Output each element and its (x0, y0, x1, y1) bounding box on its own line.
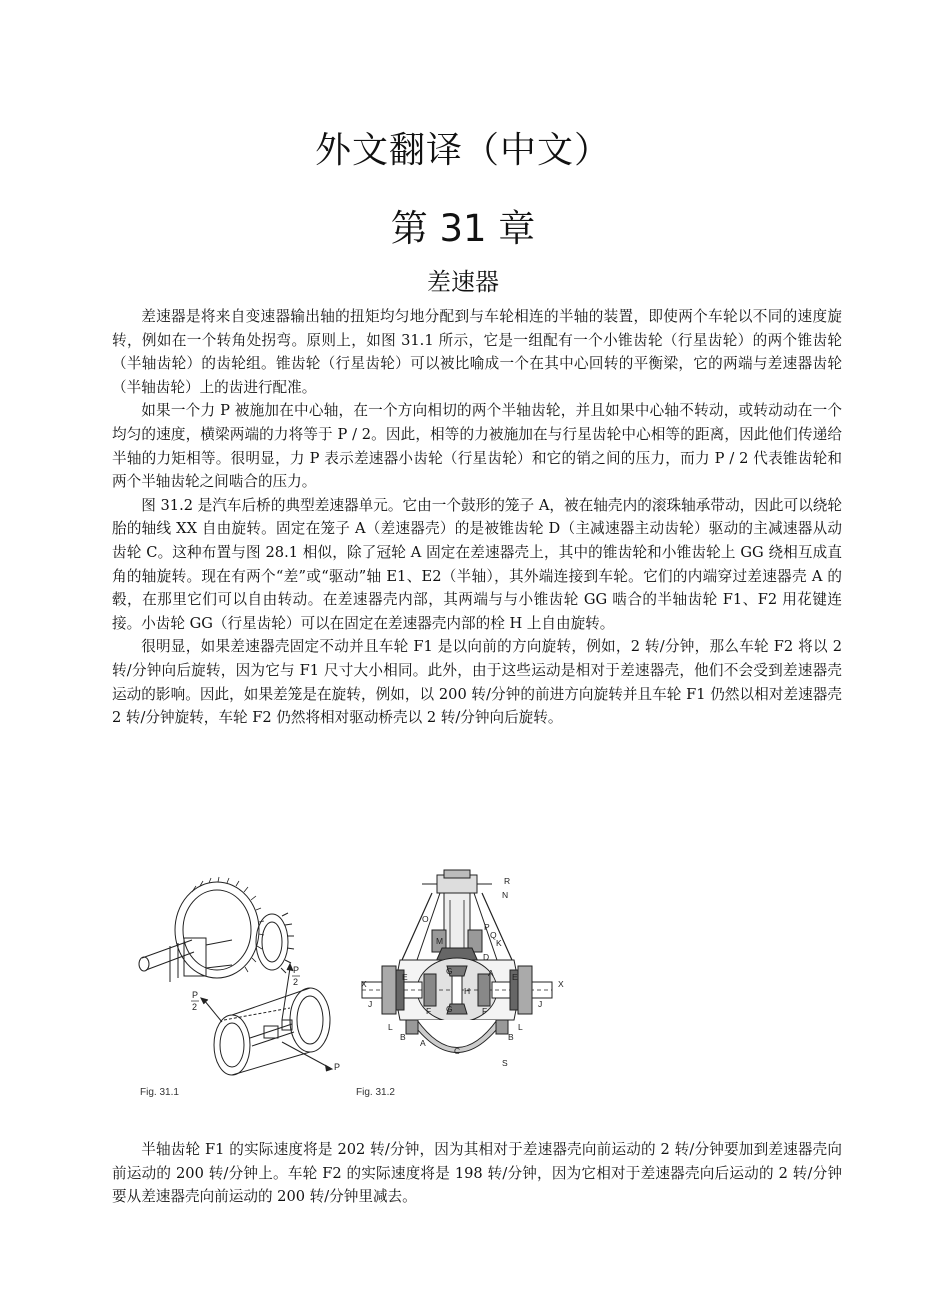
fig2-label-b-right: B (508, 1032, 514, 1042)
fig2-label-a-top: A (488, 968, 494, 978)
fig-31-2-caption: Fig. 31.2 (356, 1087, 395, 1098)
fig2-label-k: K (496, 938, 502, 948)
chapter-heading: 第 31 章 (390, 207, 536, 250)
fig2-label-g-bottom: G (446, 1004, 453, 1014)
fig1-label-p-top: P (293, 965, 300, 975)
body-text (112, 305, 842, 730)
fig1-label-p-top-den: 2 (293, 977, 299, 987)
fig2-label-e-left: E (402, 972, 408, 982)
paragraph-1: 差速器是将来自变速器输出轴的扭矩均匀地分配到与车轮相连的半轴的装置，即使两个车轮以不同的速度旋转，例如在一个转角处拐弯。原则上，如图 31.1 所示，它是一组配有一个小锥齿轮（行星齿轮）的两个锥齿轮（半轴齿轮）的齿轮组。锥齿轮（行星齿轮）可以被比喻成一个在其中心回转的平衡梁，它的两端与差速器齿轮（半轴齿轮）上的齿进行配准。 (112, 308, 842, 396)
fig-31-1-caption: Fig. 31.1 (140, 1087, 179, 1098)
paragraph-5: 半轴齿轮 F1 的实际速度将是 202 转/分钟，因为其相对于差速器壳向前运动的 2 转/分钟要加到差速器壳向前运动的 200 转/分钟上。车轮 F2 的实际速度将是 198 转/分钟，因为它相对于差速器壳向后运动的 2 转/分钟要从差速器壳向前运动的 200 转/分钟里减去。 (112, 1141, 842, 1206)
fig2-label-o: O (422, 914, 429, 924)
lower-text (112, 1138, 842, 1209)
fig2-label-a-bottom: A (420, 1038, 426, 1048)
fig2-label-c: C (454, 1046, 461, 1056)
fig2-label-j-left: J (368, 999, 373, 1009)
fig2-label-e-right: E (512, 972, 518, 982)
document-title: 外文翻译（中文） (314, 130, 611, 171)
fig1-label-p: P (334, 1062, 341, 1072)
fig2-label-g-top: G (446, 966, 453, 976)
fig2-label-l-right: L (518, 1022, 523, 1032)
fig2-label-l-left: L (388, 1022, 393, 1032)
fig2-label-x-right: X (558, 979, 564, 989)
paragraph-3: 图 31.2 是汽车后桥的典型差速器单元。它由一个鼓形的笼子 A，被在轴壳内的滚珠轴承带动，因此可以绕轮胎的轴线 XX 自由旋转。固定在笼子 A（差速器壳）的是被锥齿轮 D（主减速器主动齿轮）驱动的主减速器从动齿轮 C。这种布置与图 28.1 相似，除了冠轮 A 固定在差速器壳上，其中的锥齿轮和小锥齿轮上 GG 绕相互成直角的轴旋转。现在有两个“差”或“驱动”轴 E1、E2（半轴），其外端连接到车轮。它们的内端穿过差速器壳 A 的毂，在那里它们可以自由转动。在差速器壳内部，其两端与与小锥齿轮 GG 啮合的半轴齿轮 F1、F2 用花键连接。小齿轮 GG（行星齿轮）可以在固定在差速器壳内部的栓 H 上自由旋转。 (112, 496, 842, 632)
fig-31-2-diagram (362, 870, 592, 1085)
fig2-label-q: Q (490, 930, 497, 940)
figures-area (132, 870, 632, 1110)
fig2-label-d: D (483, 952, 490, 962)
section-heading: 差速器 (427, 268, 499, 296)
fig2-label-m: M (436, 936, 444, 946)
fig-31-1-diagram (132, 870, 347, 1075)
fig2-label-x-left: X (361, 979, 367, 989)
fig2-label-r: R (504, 876, 511, 886)
fig2-label-b-left: B (400, 1032, 406, 1042)
fig1-label-p-left-den: 2 (192, 1002, 198, 1012)
fig2-label-j-right: J (538, 999, 543, 1009)
paragraph-4: 很明显，如果差速器壳固定不动并且车轮 F1 是以向前的方向旋转，例如，2 转/分钟，那么车轮 F2 将以 2 转/分钟向后旋转，因为它与 F1 尺寸大小相同。此外，由于这些运动是相对于差速器壳，他们不会受到差速器壳运动的影响。因此，如果差笼是在旋转，例如，以 200 转/分钟的前进方向旋转并且车轮 F1 仍然以相对差速器壳 2 转/分钟旋转，车轮 F2 仍然将相对驱动桥壳以 2 转/分钟向后旋转。 (112, 638, 842, 727)
fig2-label-f-right: F (482, 1006, 488, 1016)
fig1-label-p-left: P (192, 990, 199, 1000)
fig2-label-h: H (464, 986, 471, 996)
fig2-label-s: S (502, 1058, 508, 1068)
fig2-label-p: P (484, 922, 490, 932)
fig2-label-f-left: F (426, 1006, 432, 1016)
fig2-label-n: N (502, 890, 509, 900)
paragraph-2: 如果一个力 P 被施加在中心轴，在一个方向相切的两个半轴齿轮，并且如果中心轴不转动，或转动动在一个均匀的速度，横梁两端的力将等于 P / 2。因此，相等的力被施加在与行星齿轮中心相等的距离，因此他们传递给半轴的力矩相等。很明显，力 P 表示差速器小齿轮（行星齿轮）和它的销之间的压力，而力 P / 2 代表锥齿轮和两个半轴齿轮之间啮合的压力。 (112, 402, 842, 491)
